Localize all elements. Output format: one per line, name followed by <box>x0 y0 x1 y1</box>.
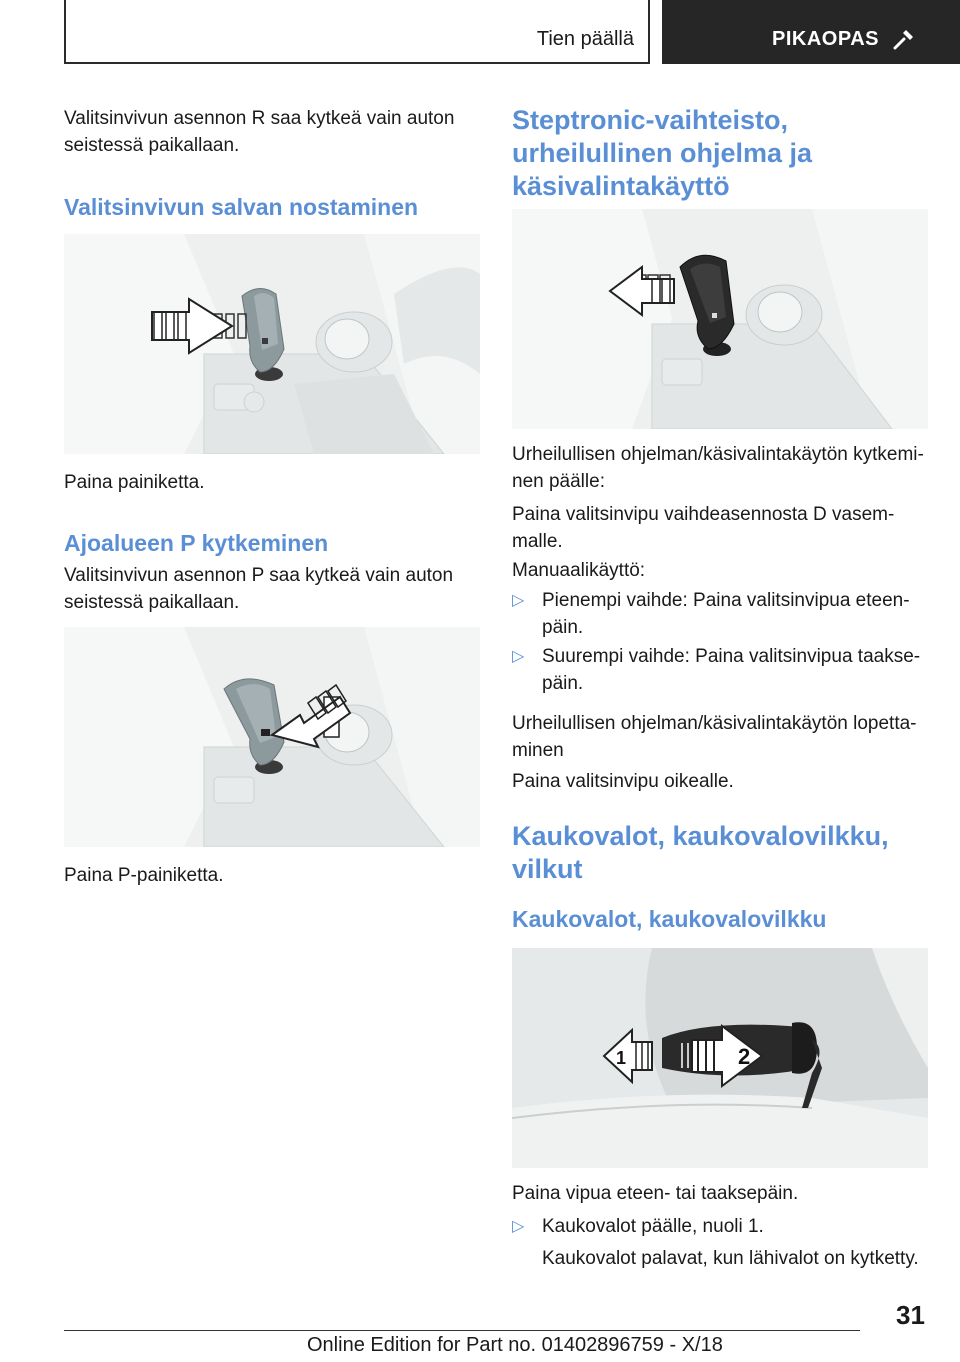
park-paragraph: Valitsinvivun asennon P saa kytkeä vain auton seistessä paikallaan. <box>64 565 454 613</box>
footer-edition: Online Edition for Part no. 01402896759 - X/18 <box>307 1334 723 1356</box>
high-beam-stalk-image <box>512 948 928 1168</box>
steptronic-image <box>512 209 928 429</box>
guide-title: PIKAOPAS <box>772 28 879 50</box>
tool-icon <box>892 27 916 51</box>
triangle-bullet-icon: ▷ <box>512 592 525 609</box>
caption-press-p-button: Paina P-painiketta. <box>64 865 224 886</box>
sport-mode-off-text: Urheilullisen ohjelman/käsivalintakäytön lopettaminen <box>512 713 917 761</box>
list-item: ▷ Kaukovalot päälle, nuoli 1. <box>512 1213 928 1243</box>
page-number: 31 <box>896 1300 925 1330</box>
arrow-label-1: 1 <box>616 1048 627 1068</box>
sport-mode-on-action: Paina valitsinvipu vaihdeasennosta D vasemmalle. <box>512 504 895 552</box>
gear-selector-unlock-image <box>64 234 480 454</box>
intro-paragraph: Valitsinvivun asennon R saa kytkeä vain auton seistessä paikallaan. <box>64 108 455 156</box>
high-beam-caption: Paina vipua eteen- tai taaksepäin. <box>512 1183 799 1204</box>
footer-divider <box>64 1330 860 1331</box>
list-item: ▷ Pienempi vaihde: Paina valitsinvipua eteenpäin. <box>512 587 928 643</box>
park-button-image <box>64 627 480 847</box>
manual-mode-label: Manuaalikäyttö: <box>512 560 646 581</box>
triangle-bullet-icon: ▷ <box>512 648 525 665</box>
heading-lock-release: Valitsinvivun salvan nostaminen <box>64 194 419 220</box>
heading-high-beam: Kaukovalot, kaukovalovilkku, vilkut <box>512 821 889 884</box>
header-section-tab <box>64 0 650 64</box>
heading-steptronic: Steptronic-vaihteisto, urheilullinen ohjelma ja käsivalintakäyttö <box>512 105 813 201</box>
sport-mode-on-text: Urheilullisen ohjelman/käsivalintakäytön kytkeminen päälle: <box>512 444 924 492</box>
caption-press-button: Paina painiketta. <box>64 472 205 493</box>
header-guide-tab[interactable] <box>662 0 960 64</box>
high-beam-note: Kaukovalot palavat, kun lähivalot on kytketty. <box>542 1248 919 1269</box>
heading-park: Ajoalueen P kytkeminen <box>64 530 329 556</box>
arrow-label-2: 2 <box>738 1044 751 1069</box>
section-title: Tien päällä <box>536 28 634 50</box>
triangle-bullet-icon: ▷ <box>512 1218 525 1235</box>
sport-mode-off-action: Paina valitsinvipu oikealle. <box>512 771 734 792</box>
heading-high-beam-flash: Kaukovalot, kaukovalovilkku <box>512 906 827 932</box>
list-item: ▷ Suurempi vaihde: Paina valitsinvipua taaksepäin. <box>512 643 928 699</box>
